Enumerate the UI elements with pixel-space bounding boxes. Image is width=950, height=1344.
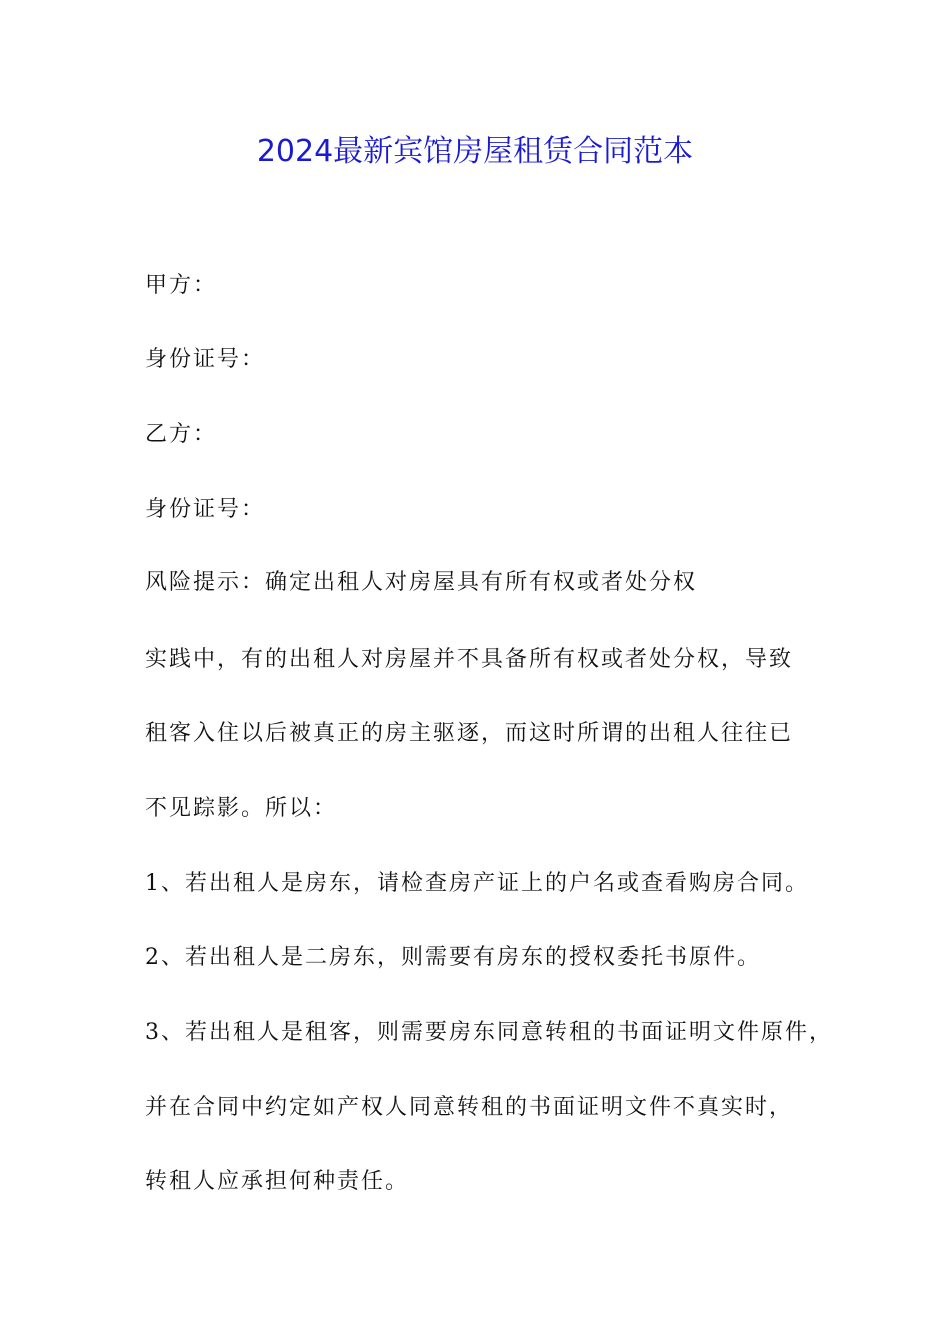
list-item-2: 2、若出租人是二房东，则需要有房东的授权委托书原件。 — [145, 945, 761, 970]
risk-warning-heading: 风险提示：确定出租人对房屋具有所有权或者处分权 — [145, 570, 698, 595]
paragraph-line: 租客入住以后被真正的房主驱逐，而这时所谓的出租人往往已 — [145, 721, 794, 746]
paragraph-line: 不见踪影。所以： — [145, 796, 338, 821]
list-item-3: 3、若出租人是租客，则需要房东同意转租的书面证明文件原件， — [145, 1020, 833, 1045]
paragraph-line: 实践中，有的出租人对房屋并不具备所有权或者处分权，导致 — [145, 647, 794, 672]
party-b-label: 乙方： — [145, 422, 218, 447]
paragraph-line: 转租人应承担何种责任。 — [145, 1169, 410, 1194]
party-b-id-label: 身份证号： — [145, 497, 266, 522]
party-a-id-label: 身份证号： — [145, 347, 266, 372]
paragraph-line: 并在合同中约定如产权人同意转租的书面证明文件不真实时， — [145, 1095, 794, 1120]
list-item-1: 1、若出租人是房东，请检查房产证上的户名或查看购房合同。 — [145, 871, 809, 896]
document-title: 2024最新宾馆房屋租赁合同范本 — [256, 134, 694, 169]
party-a-label: 甲方： — [145, 273, 218, 298]
